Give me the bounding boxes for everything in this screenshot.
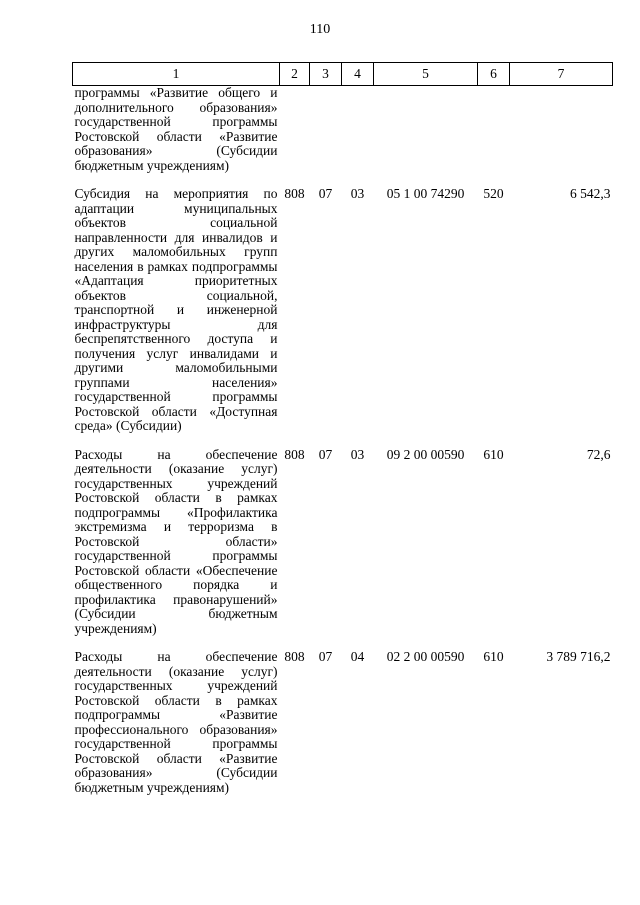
row-amount: 72,6 [586,446,611,462]
row-target-code: 02 2 00 00590 [386,649,465,664]
header-row [73,63,613,86]
row-target-code [374,86,478,188]
header-col-6: 6 [478,63,510,86]
row-description: Субсидия на мероприятия по адаптации муниципальных объектов социальной направленности для инвалидов и других маломобильных групп населения в рамках подпрограммы «Адаптация приоритетных объектов социальной, транспортной и инженерной инфраструктуры для беспрепятственного доступа и получения услуг инвалидами и другими маломобильными группами населения» государственной программы Ростовской области «Доступная среда» (Субсидии) [74,186,278,433]
budget-table [72,62,613,809]
header-col-2: 2 [280,63,310,86]
row-description: Расходы на обеспечение деятельности (оказание услуг) государственных учреждений Ростовской области в рамках подпрограммы «Профилактика экстремизма и терроризма в Ростовской области» государственной программы Ростовской области «Обеспечение общественного порядка и профилактика правонарушений» (Субсидии бюджетным учреждениям) [74,446,278,636]
row-target-code: 09 2 00 00590 [386,446,465,462]
header-col-3: 3 [310,63,342,86]
row-expense-type: 520 [483,186,504,201]
row-ministry-code: 808 [284,186,305,201]
row-subsection-code: 03 [350,186,365,201]
page-number: 110 [309,22,331,37]
row-description: Расходы на обеспечение деятельности (оказание услуг) государственных учреждений Ростовской области в рамках подпрограммы «Развитие профессионального образования» государственной программы Ростовской области «Развитие образования» (Субсидии бюджетным учреждениям) [74,649,278,795]
row-section-code: 07 [318,649,333,664]
header-col-5: 5 [374,63,478,86]
table-row [73,650,613,809]
row-section-code: 07 [318,446,333,462]
table-row [73,86,613,188]
table-row [73,448,613,651]
row-section-code: 07 [318,186,333,201]
header-col-7: 7 [510,63,613,86]
row-target-code: 05 1 00 74290 [386,186,465,201]
row-expense-type: 610 [483,446,504,462]
row-subsection-code [342,86,374,188]
row-expense-type [478,86,510,188]
row-subsection-code: 04 [350,649,365,664]
row-ministry-code: 808 [284,446,305,462]
table-row [73,187,613,448]
row-section-code [310,86,342,188]
row-expense-type: 610 [483,649,504,664]
row-ministry-code: 808 [284,649,305,664]
header-col-4: 4 [342,63,374,86]
row-amount [510,86,613,188]
header-col-1: 1 [73,63,280,86]
row-subsection-code: 03 [350,446,365,462]
row-description: программы «Развитие общего и дополнительного образования» государственной программы Ростовской области «Развитие образования» (Субсидии бюджетным учреждениям) [74,85,278,173]
row-amount: 3 789 716,2 [546,649,611,664]
row-ministry-code [280,86,310,188]
row-amount: 6 542,3 [570,186,611,201]
